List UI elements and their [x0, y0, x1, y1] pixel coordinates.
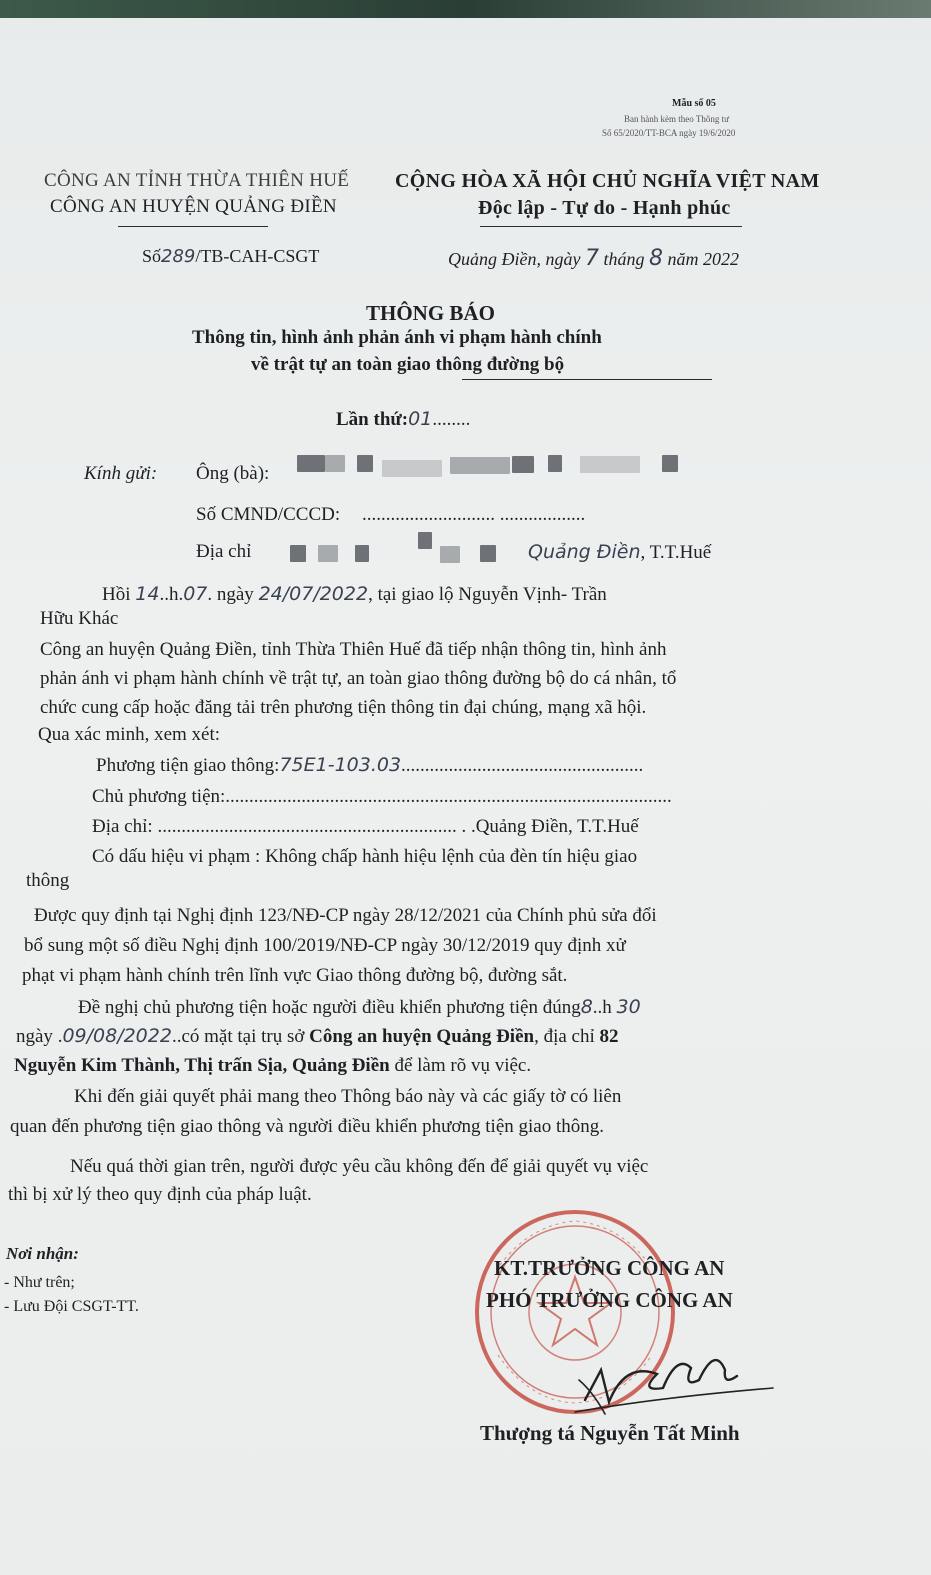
late-line-2: thì bị xử lý theo quy định của pháp luật. [8, 1184, 312, 1205]
notice-subtitle-1: Thông tin, hình ảnh phản ánh vi phạm hành chính [192, 327, 602, 348]
form-code: Mẫu số 05 [672, 98, 716, 109]
request-line-3: Nguyễn Kim Thành, Thị trấn Sịa, Quảng Điền để làm rõ vụ việc. [14, 1055, 532, 1076]
decree-line-1: Được quy định tại Nghị định 123/NĐ-CP ngày 28/12/2021 của Chính phủ sửa đổi [34, 905, 657, 926]
decree-line-2: bổ sung một số điều Nghị định 100/2019/NĐ-CP ngày 30/12/2019 quy định xử [24, 935, 626, 956]
receivers-title: Nơi nhận: [6, 1244, 79, 1263]
form-ref-line1: Ban hành kèm theo Thông tư [624, 114, 729, 124]
vehicle-line: Phương tiện giao thông:75E1-103.03................................................... [96, 754, 644, 776]
form-ref-line2: Số 65/2020/TT-BCA ngày 19/6/2020 [602, 128, 736, 138]
verification-label: Qua xác minh, xem xét: [38, 724, 221, 745]
agency-line1: CÔNG AN TỈNH THỪA THIÊN HUẾ [44, 170, 350, 191]
bring-docs-line-2: quan đến phương tiện giao thông và người điều khiển phương tiện giao thông. [10, 1116, 605, 1137]
signature-title-2: PHÓ TRƯỞNG CÔNG AN [486, 1288, 733, 1312]
motto: Độc lập - Tự do - Hạnh phúc [478, 197, 731, 219]
country-name: CỘNG HÒA XÃ HỘI CHỦ NGHĨA VIỆT NAM [395, 170, 820, 192]
receiver-1: - Như trên; [4, 1274, 75, 1291]
agency-underline [118, 226, 268, 227]
violation-line-1: Có dấu hiệu vi phạm : Không chấp hành hiệu lệnh của đèn tín hiệu giao [92, 846, 638, 867]
signature-title-1: KT.TRƯỞNG CÔNG AN [494, 1256, 725, 1280]
place-and-date: Quảng Điền, ngày 7 tháng 8 năm 2022 [448, 246, 739, 271]
motto-underline [480, 226, 742, 227]
notice-subtitle-2: về trật tự an toàn giao thông đường bộ [251, 354, 565, 375]
id-number-dots: ............................ .................. [362, 504, 586, 525]
bring-docs-line-1: Khi đến giải quyết phải mang theo Thông báo này và các giấy tờ có liên [74, 1086, 622, 1107]
attempt-number: Lần thứ:01........ [336, 408, 471, 430]
request-line-1: Đề nghị chủ phương tiện hoặc người điều khiển phương tiện đúng8..h 30 [78, 996, 641, 1018]
request-line-2: ngày .09/08/2022..có mặt tại trụ sở Công an huyện Quảng Điền, địa chỉ 82 [16, 1025, 619, 1047]
receiver-2: - Lưu Đội CSGT-TT. [4, 1298, 139, 1315]
paragraph-1-line-2: phản ánh vi phạm hành chính về trật tự, an toàn giao thông đường bộ do cá nhân, tổ [40, 668, 677, 689]
recipient-address-text: Quảng Điền, T.T.Huế [528, 541, 712, 563]
paragraph-1-line-1: Công an huyện Quảng Điền, tỉnh Thừa Thiên Huế đã tiếp nhận thông tin, hình ảnh [40, 639, 667, 660]
decree-line-3: phạt vi phạm hành chính trên lĩnh vực Giao thông đường bộ, đường sắt. [22, 965, 568, 986]
owner-address-line: Địa chỉ: ............................................................... . .Quảng Điền, T.T.Huế [92, 816, 639, 837]
background-strip [0, 0, 931, 18]
incident-time-line: Hồi 14..h.07. ngày 24/07/2022, tại giao lộ Nguyễn Vịnh- Trần [102, 583, 607, 605]
notice-title: THÔNG BÁO [366, 301, 495, 325]
signer-name: Thượng tá Nguyễn Tất Minh [480, 1421, 740, 1445]
owner-line: Chủ phương tiện:.............................................................................................. [92, 786, 672, 807]
violation-line-2: thông [26, 870, 70, 891]
recipient-address-label: Địa chỉ [196, 541, 252, 562]
recipient-name-label: Ông (bà): [196, 463, 270, 484]
late-line-1: Nếu quá thời gian trên, người được yêu cầu không đến để giải quyết vụ việc [70, 1156, 649, 1177]
document-number: Số289/TB-CAH-CSGT [142, 246, 320, 267]
paragraph-1-line-3: chức cung cấp hoặc đăng tải trên phương tiện thông tin đại chúng, mạng xã hội. [40, 697, 647, 718]
kinh-gui-label: Kính gửi: [84, 463, 158, 484]
title-underline [462, 379, 712, 380]
handwritten-signature [565, 1340, 785, 1420]
id-number-label: Số CMND/CCCD: [196, 504, 341, 525]
incident-location-cont: Hữu Khác [40, 608, 119, 629]
agency-line2: CÔNG AN HUYỆN QUẢNG ĐIỀN [50, 196, 337, 217]
